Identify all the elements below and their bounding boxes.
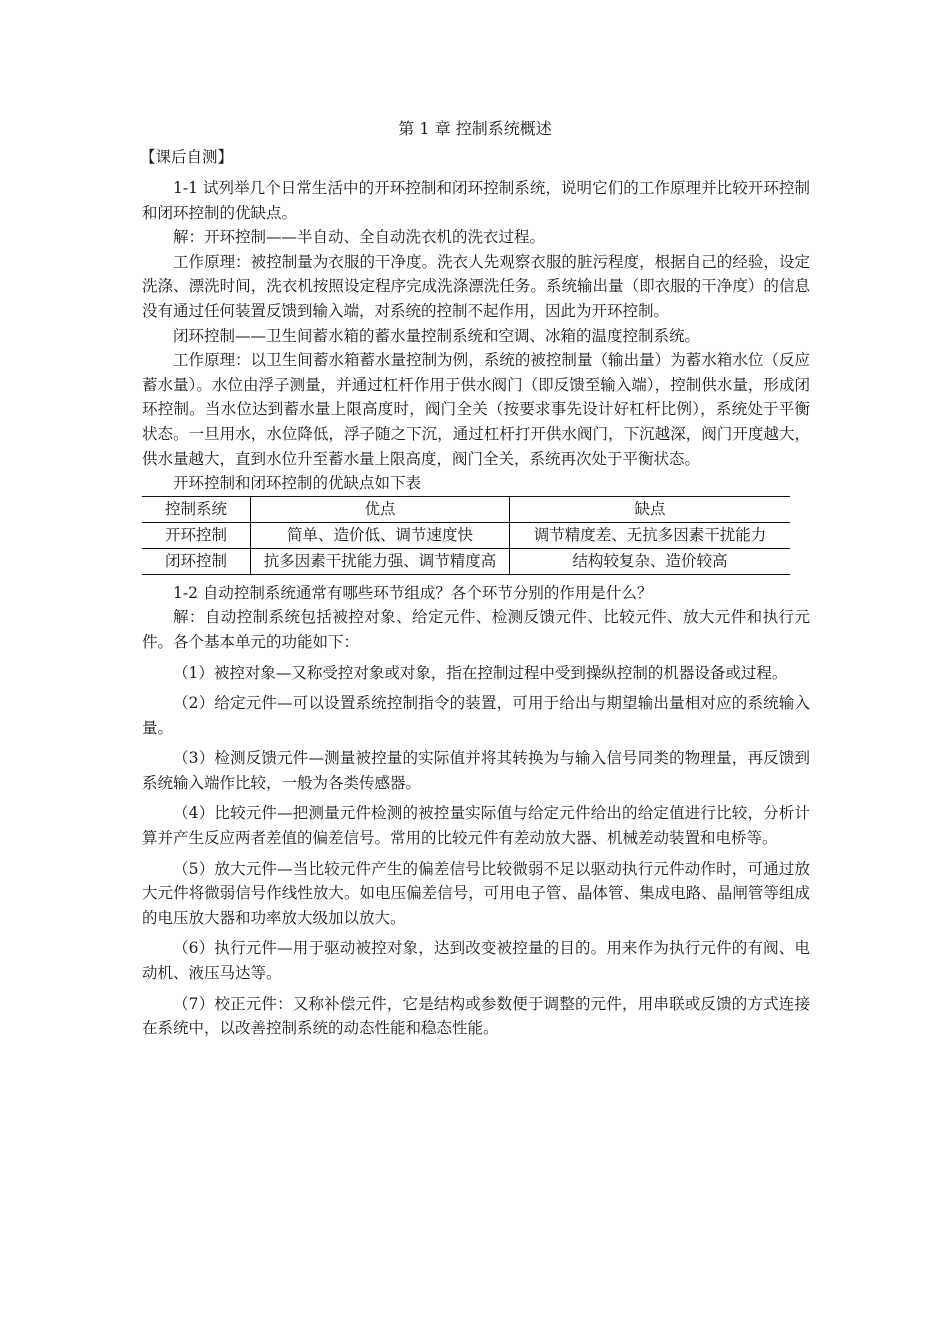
list-item: （6）执行元件—用于驱动被控对象，达到改变被控量的目的。用来作为执行元件的有阀、电动机、液压马达等。 bbox=[142, 939, 810, 983]
table-row bbox=[142, 548, 790, 574]
document-body bbox=[142, 176, 810, 1041]
question-2: 1-2 自动控制系统通常有哪些环节组成？各个环节分别的作用是什么？ bbox=[173, 583, 653, 602]
list-item: （3）检测反馈元件—测量被控量的实际值并将其转换为与输入信号同类的物理量，再反馈到系统输入端作比较，一般为各类传感器。 bbox=[142, 749, 810, 792]
table-cell: 闭环控制 bbox=[142, 548, 251, 574]
list-item: （1）被控对象—又称受控对象或对象，指在控制过程中受到操纵控制的机器设备或过程。 bbox=[173, 663, 788, 682]
open-loop-principle: 工作原理：被控制量为衣服的干净度。洗衣人先观察衣服的脏污程度，根据自己的经验，设定洗涤、漂洗时间，洗衣机按照设定程序完成洗涤漂洗任务。系统输出量（即衣服的干净度）的信息没有通过任何装置反馈到输入端，对系统的控制不起作用，因此为开环控制。 bbox=[142, 252, 810, 320]
table-header-cell: 控制系统 bbox=[142, 496, 251, 522]
closed-loop-principle: 工作原理：以卫生间蓄水箱蓄水量控制为例，系统的被控制量（输出量）为蓄水箱水位（反应蓄水量）。水位由浮子测量，并通过杠杆作用于供水阀门（即反馈至输入端），控制供水量，形成闭环控制。当水位达到蓄水量上限高度时，阀门全关（按要求事先设计好杠杆比例），系统处于平衡状态。一旦用水，水位降低，浮子随之下沉，通过杠杆打开供水阀门，下沉越深，阀门开度越大，供水量越大，直到水位升至蓄水量上限高度，阀门全关，系统再次处于平衡状态。 bbox=[142, 351, 810, 468]
answer-1-intro: 解：开环控制——半自动、全自动洗衣机的洗衣过程。 bbox=[173, 228, 546, 247]
comparison-table bbox=[142, 496, 790, 575]
table-header-cell: 缺点 bbox=[510, 496, 791, 522]
chapter-title: 第 1 章 控制系统概述 bbox=[398, 119, 552, 138]
table-header-row bbox=[142, 496, 790, 522]
table-caption: 开环控制和闭环控制的优缺点如下表 bbox=[173, 474, 422, 493]
table-cell: 结构较复杂、造价较高 bbox=[510, 548, 791, 574]
list-item: （7）校正元件：又称补偿元件，它是结构或参数便于调整的元件，用串联或反馈的方式连接在系统中，以改善控制系统的动态性能和稳态性能。 bbox=[142, 994, 810, 1038]
answer-2-intro: 解：自动控制系统包括被控对象、给定元件、检测反馈元件、比较元件、放大元件和执行元件。各个基本单元的功能如下： bbox=[142, 608, 810, 651]
list-item: （5）放大元件—当比较元件产生的偏差信号比较微弱不足以驱动执行元件动作时，可通过放大元件将微弱信号作线性放大。如电压偏差信号，可用电子管、晶体管、集成电路、晶闸管等组成的电压放大器和功率放大级加以放大。 bbox=[142, 859, 810, 927]
list-item: （2）给定元件—可以设置系统控制指令的装置，可用于给出与期望输出量相对应的系统输入量。 bbox=[142, 694, 810, 737]
table-row bbox=[142, 522, 790, 548]
table-cell: 抗多因素干扰能力强、调节精度高 bbox=[251, 548, 510, 574]
table-cell: 简单、造价低、调节速度快 bbox=[251, 522, 510, 548]
closed-loop-example: 闭环控制——卫生间蓄水箱的蓄水量控制系统和空调、冰箱的温度控制系统。 bbox=[173, 326, 701, 345]
section-heading: 【课后自测】 bbox=[140, 148, 234, 166]
question-1: 1-1 试列举几个日常生活中的开环控制和闭环控制系统，说明它们的工作原理并比较开环控制和闭环控制的优缺点。 bbox=[142, 179, 810, 222]
list-item: （4）比较元件—把测量元件检测的被控量实际值与给定元件给出的给定值进行比较，分析计算并产生反应两者差值的偏差信号。常用的比较元件有差动放大器、机械差动装置和电桥等。 bbox=[142, 804, 810, 848]
table-header-cell: 优点 bbox=[251, 496, 510, 522]
table-cell: 调节精度差、无抗多因素干扰能力 bbox=[510, 522, 791, 548]
table-cell: 开环控制 bbox=[142, 522, 251, 548]
